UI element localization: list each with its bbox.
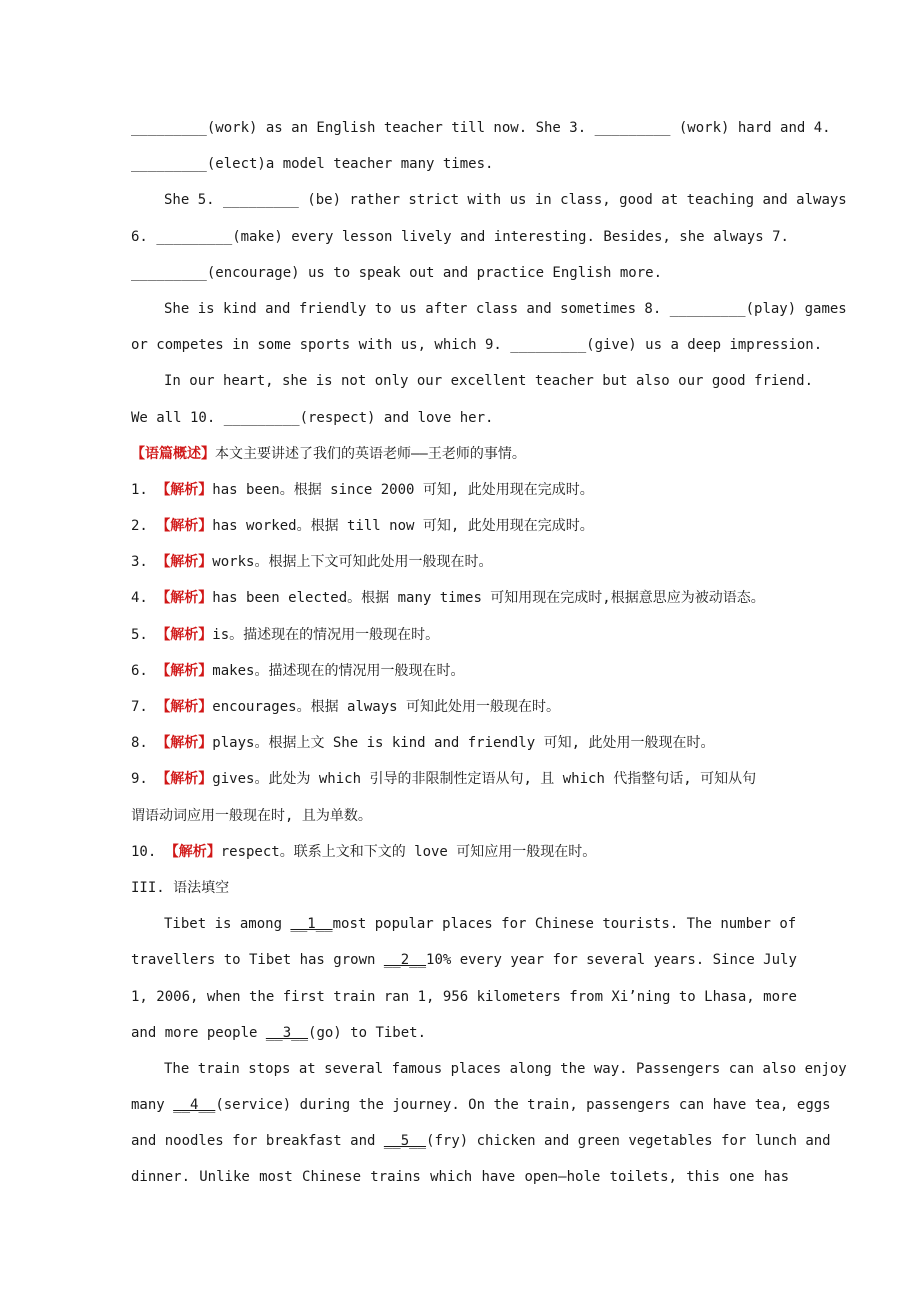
blank-number: __1__ [290, 916, 333, 933]
passage-1 [131, 110, 847, 436]
answer-number: 6. [131, 662, 157, 679]
analysis-tag: 【解析】 [156, 590, 213, 607]
answer-item [131, 689, 789, 725]
passage-line: In our heart, she is not only our excellent teacher but also our good friend. [164, 373, 814, 390]
answer-text: gives。此处为 which 引导的非限制性定语从句, 且 which 代指整句话, 可知从句 [212, 771, 757, 788]
answer-number: 8. [131, 735, 157, 752]
line-text: and more people [131, 1024, 266, 1041]
answer-item [131, 580, 789, 616]
answer-item [131, 725, 789, 761]
passage-line [131, 942, 797, 978]
answer-text: 谓语动词应用一般现在时, 且为单数。 [131, 807, 372, 824]
analysis-tag: 【解析】 [156, 662, 213, 679]
passage-line [131, 979, 797, 1015]
line-text: 10% every year for several years. Since July [426, 952, 797, 969]
answer-item [131, 508, 789, 544]
passage-line [131, 1159, 789, 1195]
line-text: (service) during the journey. On the train, passengers can have tea, eggs [215, 1097, 831, 1114]
section-title: III. 语法填空 [131, 879, 230, 896]
answer-item [131, 798, 789, 834]
line-text: The train stops at several famous places along the way. Passengers can also enjoy [164, 1060, 847, 1077]
answer-item [131, 544, 789, 580]
passage-line [131, 1087, 831, 1123]
answer-text: respect。联系上文和下文的 love 可知应用一般现在时。 [220, 843, 597, 860]
answer-item [131, 472, 789, 508]
blank-number: __4__ [173, 1097, 216, 1114]
passage-line: _________(elect)a model teacher many times. [131, 156, 494, 173]
passage-2 [131, 906, 847, 1196]
passage-line [131, 1051, 847, 1087]
answer-number: 2. [131, 518, 157, 535]
document-page [131, 110, 847, 1196]
answer-text: is。描述现在的情况用一般现在时。 [212, 626, 440, 643]
passage-line: She 5. _________ (be) rather strict with us in class, good at teaching and always [164, 192, 847, 209]
answer-number: 1. [131, 481, 157, 498]
line-text: many [131, 1097, 174, 1114]
blank-number: __5__ [383, 1133, 427, 1150]
analysis-tag: 【解析】 [156, 554, 213, 571]
line-text: (fry) chicken and green vegetables for lunch and [426, 1133, 831, 1150]
summary-text: 本文主要讲述了我们的英语老师——王老师的事情。 [215, 445, 526, 462]
blank-number: __2__ [383, 952, 427, 969]
answer-text: makes。描述现在的情况用一般现在时。 [212, 662, 465, 679]
passage-line: or competes in some sports with us, which 9. _________(give) us a deep impression. [131, 337, 823, 354]
line-text: most popular places for Chinese tourists. The number of [332, 916, 797, 933]
line-text: Tibet is among [164, 916, 291, 933]
passage-line: _________(work) as an English teacher till now. She 3. _________ (work) hard and 4. [131, 120, 831, 136]
answer-text: has been。根据 since 2000 可知, 此处用现在完成时。 [212, 481, 594, 498]
passage-line: 6. _________(make) every lesson lively and interesting. Besides, she always 7. [131, 228, 789, 245]
analysis-tag: 【解析】 [156, 735, 213, 752]
answer-number: 4. [131, 590, 157, 607]
summary-line [131, 436, 789, 472]
answer-item [131, 834, 789, 870]
analysis-tag: 【解析】 [156, 518, 213, 535]
passage-line [131, 1123, 831, 1159]
blank-number: __3__ [265, 1024, 309, 1041]
passage-line: We all 10. _________(respect) and love her. [131, 409, 494, 426]
line-text: 1, 2006, when the first train ran 1, 956 kilometers from Xi’ning to Lhasa, more [131, 988, 797, 1005]
answer-text: plays。根据上文 She is kind and friendly 可知, 此处用一般现在时。 [212, 735, 715, 752]
analysis-tag: 【解析】 [156, 481, 213, 498]
summary-tag: 【语篇概述】 [131, 445, 215, 462]
answer-number: 5. [131, 626, 157, 643]
line-text: and noodles for breakfast and [131, 1133, 384, 1150]
answer-item [131, 617, 789, 653]
passage-line [131, 1015, 789, 1051]
answer-item [131, 761, 789, 797]
answer-text: has been elected。根据 many times 可知用现在完成时,根据意思应为被动语态。 [212, 590, 765, 607]
analysis-tag: 【解析】 [156, 699, 213, 715]
answer-number: 3. [131, 554, 157, 571]
line-text: travellers to Tibet has grown [131, 952, 384, 969]
line-text: dinner. Unlike most Chinese trains which have open—hole toilets, this one has [131, 1169, 789, 1186]
answer-text: encourages。根据 always 可知此处用一般现在时。 [212, 699, 561, 715]
answer-text: has worked。根据 till now 可知, 此处用现在完成时。 [212, 518, 594, 535]
passage-line: She is kind and friendly to us after class and sometimes 8. _________(play) games [164, 300, 847, 317]
answer-number: 9. [131, 771, 157, 788]
passage-line [131, 906, 797, 942]
answer-item [131, 653, 789, 689]
analysis-tag: 【解析】 [164, 843, 221, 860]
answer-text: works。根据上下文可知此处用一般现在时。 [212, 554, 493, 571]
answer-number: 7. [131, 699, 157, 715]
analysis-tag: 【解析】 [156, 626, 213, 643]
line-text: (go) to Tibet. [308, 1024, 427, 1041]
answer-list [131, 472, 789, 870]
answer-number: 10. [131, 843, 165, 860]
passage-line: _________(encourage) us to speak out and practice English more. [131, 264, 663, 281]
analysis-tag: 【解析】 [156, 771, 213, 788]
